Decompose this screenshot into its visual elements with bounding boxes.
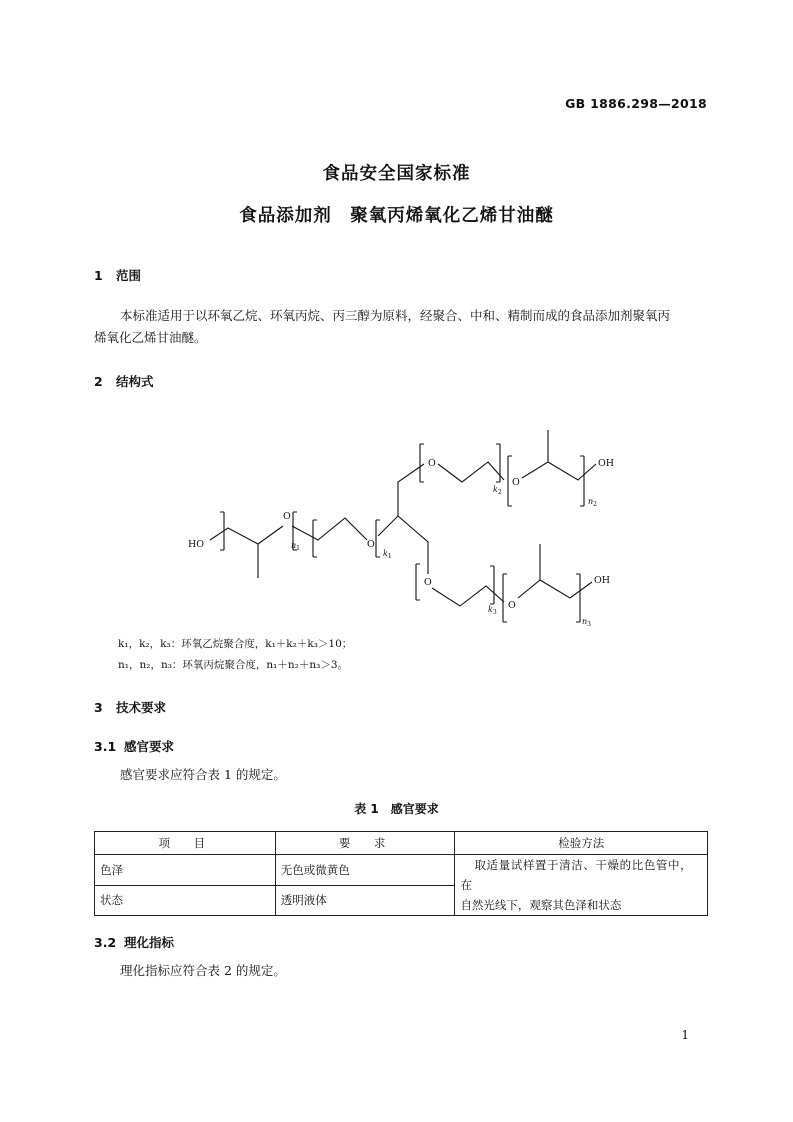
table-header-row xyxy=(95,832,708,855)
cell-item: 状态 xyxy=(95,885,276,916)
bond-left-o xyxy=(258,526,283,544)
label-oh-top: OH xyxy=(598,458,615,469)
label-k3: $k_3$ xyxy=(488,605,497,616)
cell-requirement: 透明液体 xyxy=(275,885,455,916)
label-n2: $n_2$ xyxy=(588,497,597,508)
section-number: 3.1 xyxy=(94,739,117,754)
section-number: 1 xyxy=(94,268,103,283)
structure-note-line2: n₁，n₂，n₃：环氧丙烷聚合度，n₁＋n₂＋n₃＞3。 xyxy=(118,659,349,671)
document-title-line1: 食品安全国家标准 xyxy=(322,164,471,184)
section-number: 3 xyxy=(94,700,103,715)
bond-top-ethylene xyxy=(438,462,504,482)
header-item: 项 目 xyxy=(95,832,276,855)
bracket-n3-open xyxy=(503,574,507,622)
bond-bottom-ethylene xyxy=(432,586,504,606)
label-ho: HO xyxy=(188,539,205,550)
section-number: 2 xyxy=(94,374,103,389)
bracket-k2-close xyxy=(496,444,500,482)
label-o-6: O xyxy=(508,600,516,611)
bracket-n2-close xyxy=(580,456,584,506)
cell-requirement: 无色或微黄色 xyxy=(275,855,455,886)
label-o-1: O xyxy=(283,511,291,522)
label-k2: $k_2$ xyxy=(493,485,502,496)
label-o-4: O xyxy=(512,477,520,488)
label-o-3: O xyxy=(428,458,436,469)
header-requirement: 要 求 xyxy=(275,832,455,855)
cell-item: 色泽 xyxy=(95,855,276,886)
method-line2: 自然光线下，观察其色泽和状态 xyxy=(460,898,622,912)
section-3-heading xyxy=(94,698,166,716)
bond-bottom-propylene xyxy=(518,544,592,598)
structure-note-line1: k₁，k₂，k₃：环氧乙烷聚合度，k₁＋k₂＋k₃＞10； xyxy=(118,638,353,650)
section-1-paragraph-line1: 本标准适用于以环氧乙烷、环氧丙烷、丙三醇为原料，经聚合、中和、精制而成的食品添加剂聚氧丙 xyxy=(120,308,671,323)
page-number: 1 xyxy=(681,1028,689,1042)
section-title: 理化指标 xyxy=(124,935,175,950)
label-k1: $k_1$ xyxy=(383,549,392,560)
section-1-paragraph-line2: 烯氧化乙烯甘油醚。 xyxy=(94,330,207,345)
bracket-n3-close xyxy=(576,574,580,622)
section-title: 范围 xyxy=(116,268,142,283)
bracket-k2-open xyxy=(420,444,424,482)
bond-center-down xyxy=(398,516,428,574)
bracket-k3-close xyxy=(490,566,494,604)
table-1-caption: 表 1 感官要求 xyxy=(354,802,439,816)
document-title-line2: 食品添加剂 聚氧丙烯氧化乙烯甘油醚 xyxy=(239,206,554,226)
bracket-k1-close xyxy=(376,520,380,557)
label-n3: $n_3$ xyxy=(582,617,591,628)
label-o-5: O xyxy=(424,577,432,588)
section-title: 感官要求 xyxy=(124,739,175,754)
table-1 xyxy=(94,831,708,916)
section-title: 技术要求 xyxy=(116,700,167,715)
method-line1: 取适量试样置于清洁、干燥的比色管中，在 xyxy=(460,858,693,892)
section-3-2-heading xyxy=(94,933,174,951)
label-oh-bottom: OH xyxy=(594,575,611,586)
label-o-2: O xyxy=(367,539,375,550)
table-row xyxy=(95,855,708,886)
cell-method xyxy=(455,855,708,916)
bond-left-ethylene xyxy=(292,518,367,540)
label-n1: $n_1$ xyxy=(291,541,300,552)
section-3-1-paragraph: 感官要求应符合表 1 的规定。 xyxy=(120,767,286,782)
section-title: 结构式 xyxy=(116,374,154,389)
bracket-k3-open xyxy=(416,564,420,600)
section-number: 3.2 xyxy=(94,935,117,950)
bond-top-propylene xyxy=(522,430,596,480)
bond-center-left xyxy=(378,516,398,536)
header-method: 检验方法 xyxy=(455,832,708,855)
section-3-2-paragraph: 理化指标应符合表 2 的规定。 xyxy=(120,963,286,978)
standard-code: GB 1886.298—2018 xyxy=(565,96,707,111)
section-3-1-heading xyxy=(94,737,174,755)
bond-left-propylene xyxy=(210,528,258,578)
